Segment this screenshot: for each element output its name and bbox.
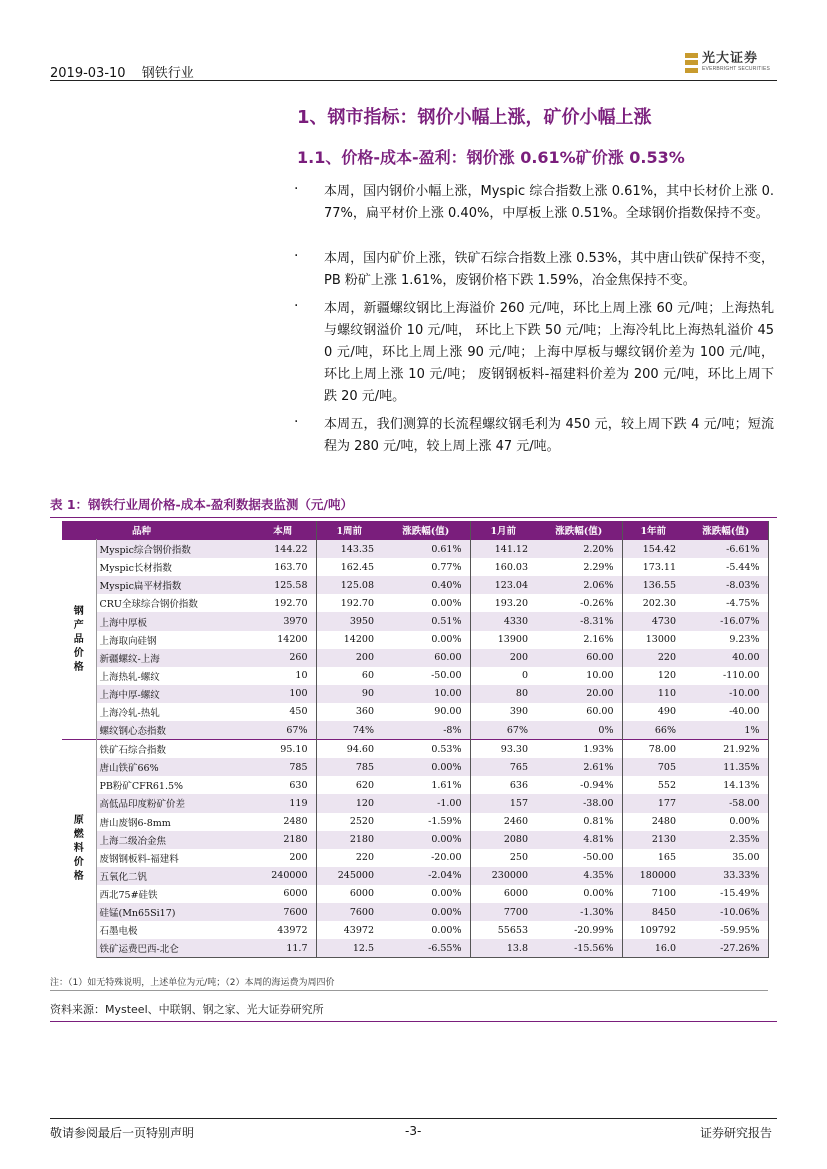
value-cell: 490 <box>622 703 684 721</box>
value-cell: 7700 <box>470 903 536 921</box>
item-name-cell: 新疆螺纹-上海 <box>96 649 250 667</box>
value-cell: -16.07% <box>684 612 768 630</box>
value-cell: 2180 <box>250 831 316 849</box>
value-cell: 11.35% <box>684 758 768 776</box>
table-row <box>62 867 768 885</box>
item-name-cell: 上海中厚-螺纹 <box>96 685 250 703</box>
table-row <box>62 939 768 958</box>
value-cell: 6000 <box>503 888 528 900</box>
value-cell: 14.13% <box>684 776 768 794</box>
value-cell: 143.35 <box>316 540 382 559</box>
value-cell: -1.00 <box>382 794 470 812</box>
item-name-cell: 上海二级冶金焦 <box>96 831 250 849</box>
value-cell: 14200 <box>316 631 382 649</box>
value-cell: 10 <box>295 670 308 682</box>
item-name-cell: 硅锰(Mn65Si17) <box>96 903 250 921</box>
table-header-cell: 1年前 <box>622 521 684 540</box>
report-date: 2019-03-10 <box>50 66 126 81</box>
value-cell: 43972 <box>277 924 308 936</box>
value-cell: 2460 <box>503 816 528 828</box>
value-cell: 0.53% <box>382 740 470 759</box>
value-cell: 0 <box>521 670 528 682</box>
bullet-text: 本周，国内钢价小幅上涨，Myspic 综合指数上涨 0.61%，其中长材价上涨 0.77%，扁平材价上涨 0.40%，中厚板上涨 0.51%。全球钢价指数保持不变。 <box>324 184 774 221</box>
value-cell: 240000 <box>250 867 316 885</box>
value-cell: 200 <box>316 649 382 667</box>
table-note: 注：（1）如无特殊说明，上述单位为元/吨；（2）本周的海运费为周四价 <box>50 975 768 991</box>
value-cell: 154.42 <box>622 540 684 559</box>
table-header-cell: 本周 <box>250 521 316 540</box>
value-cell: 7100 <box>622 885 684 903</box>
value-cell: -8.03% <box>684 576 768 594</box>
value-cell: 60 <box>316 667 382 685</box>
value-cell: 0.51% <box>382 612 470 630</box>
logo-text-en: EVERBRIGHT SECURITIES <box>702 66 771 72</box>
bullet-text: 本周五，我们测算的长流程螺纹钢毛利为 450 元，较上周下跌 4 元/吨；短流程为 280 元/吨，较上周上涨 47 元/吨。 <box>324 417 774 454</box>
value-cell: 35.00 <box>684 849 768 867</box>
value-cell: 4.35% <box>536 867 622 885</box>
value-cell: 200 <box>289 852 308 864</box>
source-divider <box>50 1021 777 1022</box>
value-cell: 10.00 <box>382 685 470 703</box>
table-title: 表 1：钢铁行业周价格-成本-盈利数据表监测（元/吨） <box>50 497 353 512</box>
value-cell: -2.04% <box>382 867 470 885</box>
item-name-cell: PB粉矿CFR61.5% <box>99 781 184 793</box>
table-row <box>62 831 768 849</box>
data-source: 资料来源：Mysteel、中联钢、钢之家、光大证券研究所 <box>50 1003 324 1016</box>
table-row <box>62 758 768 776</box>
item-name-cell: Myspic扁平材指数 <box>96 576 250 594</box>
value-cell: 90.00 <box>382 703 470 721</box>
value-cell: 93.30 <box>470 740 536 759</box>
value-cell: 390 <box>509 706 528 718</box>
value-cell: -15.56% <box>536 939 622 958</box>
value-cell: 2.16% <box>583 634 614 646</box>
item-name-cell: 西北75#硅铁 <box>99 889 158 901</box>
value-cell: 11.7 <box>250 939 316 958</box>
value-cell: 220 <box>316 849 382 867</box>
value-cell: 165 <box>622 849 684 867</box>
table-header-cell: 1周前 <box>316 521 382 540</box>
value-cell: -1.30% <box>536 903 622 921</box>
table-row <box>62 776 768 794</box>
value-cell: 90 <box>316 685 382 703</box>
value-cell: 125.58 <box>250 576 316 594</box>
value-cell: 163.70 <box>274 561 308 573</box>
value-cell: 10.00 <box>586 670 614 682</box>
subsection-heading: 1.1、价格-成本-盈利：钢价涨 0.61%矿价涨 0.53% <box>297 148 685 167</box>
bullet-icon: · <box>294 181 299 197</box>
value-cell: 157 <box>470 794 536 812</box>
value-cell: 100 <box>250 685 316 703</box>
value-cell: 80 <box>470 685 536 703</box>
page-header <box>50 62 206 81</box>
table-row <box>62 612 768 630</box>
value-cell: -0.26% <box>580 597 614 609</box>
item-name-cell: Myspic长材指数 <box>99 563 172 575</box>
value-cell: 245000 <box>316 867 382 885</box>
value-cell: 193.20 <box>494 597 528 609</box>
value-cell: 123.04 <box>470 576 536 594</box>
value-cell: 120 <box>622 667 684 685</box>
value-cell: -27.26% <box>684 939 768 958</box>
value-cell: 43972 <box>316 921 382 939</box>
value-cell: -50.00 <box>583 852 614 864</box>
value-cell: 173.11 <box>622 558 684 576</box>
item-name-cell: 五氧化二钒 <box>96 867 250 885</box>
value-cell: 66% <box>622 721 684 740</box>
table-row <box>62 903 768 921</box>
value-cell: 360 <box>316 703 382 721</box>
item-name-cell: 铁矿运费巴西-北仑 <box>96 939 250 958</box>
value-cell: 2080 <box>470 831 536 849</box>
value-cell: 4730 <box>622 612 684 630</box>
table-row <box>62 813 768 831</box>
value-cell: 2480 <box>622 813 684 831</box>
value-cell: 2.06% <box>536 576 622 594</box>
value-cell: -0.94% <box>580 779 614 791</box>
header-cell-blank <box>62 521 96 540</box>
value-cell: 0.00% <box>684 813 768 831</box>
value-cell: 21.92% <box>684 740 768 759</box>
value-cell: 250 <box>509 852 528 864</box>
value-cell: 8450 <box>622 903 684 921</box>
value-cell: 450 <box>289 706 308 718</box>
value-cell: 7600 <box>316 903 382 921</box>
value-cell: 620 <box>316 776 382 794</box>
item-name-cell: 石墨电极 <box>99 926 138 938</box>
value-cell: 0.00% <box>382 903 470 921</box>
value-cell: 552 <box>622 776 684 794</box>
value-cell: 230000 <box>470 867 536 885</box>
table-row <box>62 740 768 759</box>
value-cell: 192.70 <box>274 597 308 609</box>
value-cell: 0.00% <box>382 758 470 776</box>
item-name-cell: 唐山废钢6-8mm <box>99 817 171 829</box>
value-cell: -58.00 <box>684 794 768 812</box>
value-cell: 141.12 <box>470 540 536 559</box>
value-cell: 20.00 <box>536 685 622 703</box>
item-name-cell: 唐山铁矿66% <box>96 758 250 776</box>
value-cell: 0.81% <box>583 816 614 828</box>
value-cell: -10.06% <box>684 903 768 921</box>
value-cell: 0.00% <box>382 885 470 903</box>
item-name-cell: 铁矿石综合指数 <box>96 740 250 759</box>
value-cell: 7600 <box>250 903 316 921</box>
value-cell: 60.00 <box>586 706 614 718</box>
table-header-cell: 涨跌幅(值) <box>536 521 622 540</box>
footer-divider <box>50 1118 777 1119</box>
value-cell: 705 <box>622 758 684 776</box>
value-cell: 14200 <box>277 634 308 646</box>
bullet-text: 本周，新疆螺纹钢比上海溢价 260 元/吨，环比上周上涨 60 元/吨；上海热轧与螺纹钢溢价 10 元/吨， 环比上下跌 50 元/吨；上海冷轧比上海热轧溢价 450 元/吨，环比上周上涨 90 元/吨；上海中厚板与螺纹钢价差为 100 元/吨， 环比上周上涨 10 元/吨； 废钢钢板料-福建料价差为 200 元/吨，环比上周下跌 20 元/吨。 <box>324 301 774 404</box>
value-cell: 67% <box>250 721 316 740</box>
table-header-cell: 品种 <box>96 521 250 540</box>
value-cell: 0.40% <box>382 576 470 594</box>
value-cell: 3950 <box>316 612 382 630</box>
value-cell: 6000 <box>316 885 382 903</box>
report-type: 证券研究报告 <box>700 1126 773 1140</box>
table-header-cell: 涨跌幅(值) <box>684 521 768 540</box>
value-cell: 78.00 <box>622 740 684 759</box>
value-cell: -40.00 <box>684 703 768 721</box>
value-cell: 2.29% <box>583 561 614 573</box>
value-cell: 2130 <box>622 831 684 849</box>
value-cell: 136.55 <box>622 576 684 594</box>
value-cell: 109792 <box>622 921 684 939</box>
value-cell: 55653 <box>497 924 528 936</box>
table-row <box>62 794 768 812</box>
table-row <box>62 631 768 649</box>
value-cell: 119 <box>250 794 316 812</box>
value-cell: 0.00% <box>382 921 470 939</box>
footer-disclaimer: 敬请参阅最后一页特别声明 <box>50 1126 195 1140</box>
value-cell: 0% <box>536 721 622 740</box>
item-name-cell: 废钢钢板料-福建料 <box>99 853 179 865</box>
value-cell: -4.75% <box>684 594 768 612</box>
value-cell: 765 <box>470 758 536 776</box>
table-row <box>62 721 768 740</box>
price-data-table <box>62 521 769 958</box>
bullet-icon: · <box>294 298 299 314</box>
value-cell: 785 <box>250 758 316 776</box>
value-cell: 13.8 <box>470 939 536 958</box>
value-cell: 120 <box>316 794 382 812</box>
bullet-icon: · <box>294 248 299 264</box>
value-cell: 3970 <box>250 612 316 630</box>
value-cell: -50.00 <box>382 667 470 685</box>
value-cell: 636 <box>509 779 528 791</box>
value-cell: -20.00 <box>382 849 470 867</box>
item-name-cell: Myspic综合钢价指数 <box>96 540 250 559</box>
table-row <box>62 703 768 721</box>
bullet-text: 本周，国内矿价上涨，铁矿石综合指数上涨 0.53%，其中唐山铁矿保持不变，PB 粉矿上涨 1.61%，废钢价格下跌 1.59%，冶金焦保持不变。 <box>324 251 774 288</box>
value-cell: 0.00% <box>583 888 614 900</box>
value-cell: -59.95% <box>684 921 768 939</box>
value-cell: 2.35% <box>684 831 768 849</box>
table-header-row <box>62 521 768 540</box>
table-row <box>62 885 768 903</box>
value-cell: -6.55% <box>382 939 470 958</box>
value-cell: -8% <box>382 721 470 740</box>
company-logo <box>685 52 770 73</box>
value-cell: 9.23% <box>684 631 768 649</box>
header-divider <box>50 80 777 81</box>
value-cell: 162.45 <box>316 558 382 576</box>
table-row <box>62 594 768 612</box>
value-cell: 2480 <box>283 816 308 828</box>
value-cell: 220 <box>622 649 684 667</box>
table-row <box>62 576 768 594</box>
item-name-cell: CRU全球综合钢价指数 <box>99 599 198 611</box>
section-heading: 1、钢市指标：钢价小幅上涨，矿价小幅上涨 <box>297 107 652 128</box>
value-cell: -10.00 <box>684 685 768 703</box>
value-cell: 2180 <box>316 831 382 849</box>
value-cell: 177 <box>622 794 684 812</box>
table-header-cell: 1月前 <box>470 521 536 540</box>
value-cell: -5.44% <box>684 558 768 576</box>
value-cell: 4330 <box>470 612 536 630</box>
item-name-cell: 高低品印度粉矿价差 <box>96 794 250 812</box>
value-cell: 1.93% <box>536 740 622 759</box>
value-cell: 125.08 <box>316 576 382 594</box>
value-cell: 144.22 <box>250 540 316 559</box>
value-cell: 0.00% <box>382 831 470 849</box>
value-cell: 192.70 <box>316 594 382 612</box>
value-cell: 0.77% <box>382 558 470 576</box>
table-row <box>62 921 768 939</box>
value-cell: 67% <box>470 721 536 740</box>
table-row <box>62 849 768 867</box>
value-cell: -1.59% <box>382 813 470 831</box>
value-cell: 200 <box>470 649 536 667</box>
value-cell: 202.30 <box>622 594 684 612</box>
table-row <box>62 667 768 685</box>
industry-label: 钢铁行业 <box>141 66 194 81</box>
value-cell: 4.81% <box>536 831 622 849</box>
value-cell: 1% <box>684 721 768 740</box>
category-label: 钢产品价格 <box>62 540 96 740</box>
value-cell: 1.61% <box>382 776 470 794</box>
value-cell: -15.49% <box>684 885 768 903</box>
value-cell: 40.00 <box>684 649 768 667</box>
value-cell: -20.99% <box>574 924 614 936</box>
item-name-cell: 上海中厚板 <box>96 612 250 630</box>
value-cell: 2.61% <box>536 758 622 776</box>
item-name-cell: 上海冷轧-热轧 <box>99 707 160 719</box>
table-title-divider <box>50 517 777 518</box>
page-number: -3- <box>405 1124 422 1138</box>
value-cell: 0.00% <box>382 594 470 612</box>
logo-icon <box>685 53 698 73</box>
item-name-cell: 螺纹钢心态指数 <box>96 721 250 740</box>
value-cell: 2.20% <box>536 540 622 559</box>
table-header-cell: 涨跌幅(值) <box>382 521 470 540</box>
table-row <box>62 685 768 703</box>
value-cell: -8.31% <box>536 612 622 630</box>
value-cell: 13000 <box>622 631 684 649</box>
value-cell: 0.61% <box>382 540 470 559</box>
value-cell: 180000 <box>622 867 684 885</box>
value-cell: 630 <box>289 779 308 791</box>
logo-text-cn: 光大证券 <box>702 51 759 66</box>
value-cell: -6.61% <box>684 540 768 559</box>
value-cell: 12.5 <box>316 939 382 958</box>
value-cell: 13900 <box>497 634 528 646</box>
table-row <box>62 540 768 559</box>
value-cell: 110 <box>622 685 684 703</box>
value-cell: 785 <box>316 758 382 776</box>
value-cell: 74% <box>316 721 382 740</box>
category-label: 原燃料价格 <box>62 740 96 958</box>
value-cell: 2520 <box>316 813 382 831</box>
value-cell: 6000 <box>283 888 308 900</box>
table-row <box>62 649 768 667</box>
value-cell: -110.00 <box>684 667 768 685</box>
bullet-icon: · <box>294 414 299 430</box>
value-cell: 94.60 <box>316 740 382 759</box>
value-cell: -38.00 <box>536 794 622 812</box>
item-name-cell: 上海取向硅钢 <box>99 635 157 647</box>
value-cell: 60.00 <box>536 649 622 667</box>
table-row <box>62 558 768 576</box>
value-cell: 0.00% <box>382 631 470 649</box>
value-cell: 60.00 <box>382 649 470 667</box>
value-cell: 95.10 <box>250 740 316 759</box>
value-cell: 160.03 <box>494 561 528 573</box>
item-name-cell: 上海热轧-螺纹 <box>99 671 160 683</box>
value-cell: 260 <box>250 649 316 667</box>
value-cell: 33.33% <box>684 867 768 885</box>
value-cell: 16.0 <box>622 939 684 958</box>
